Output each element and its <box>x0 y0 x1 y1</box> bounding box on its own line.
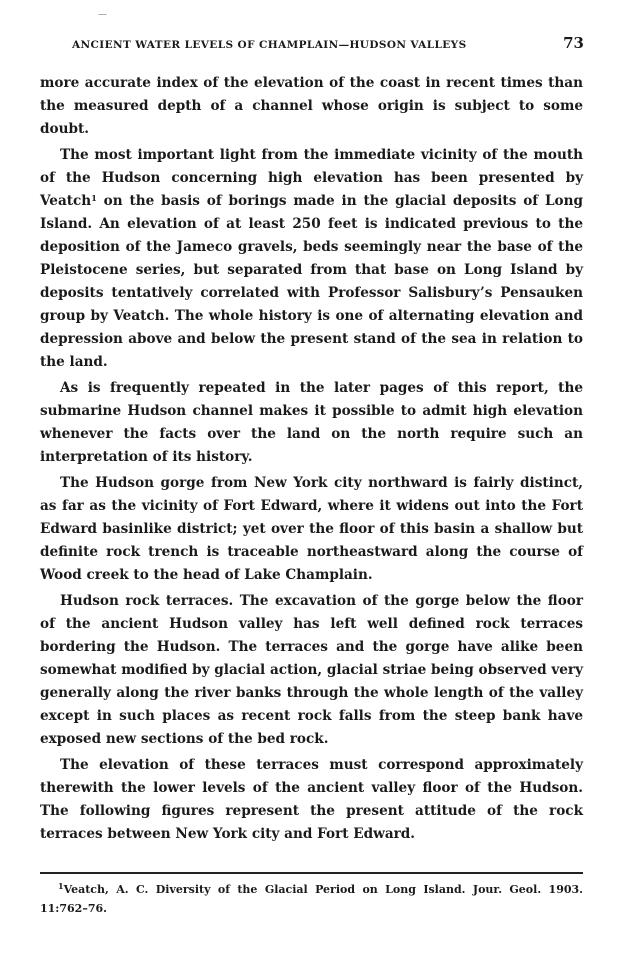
section-heading-rock-terraces: Hudson rock terraces. <box>60 593 234 609</box>
paragraph-4: The Hudson gorge from New York city northward is fairly distinct, as far as the vicinity of Fort Edward, where it widens out into the Fort Edward basinlike district; yet over the floor of this basin a shallow but definite rock trench is traceable northeastward along the course of Wood creek to the head of Lake Champlain. <box>40 475 583 583</box>
body-text <box>40 72 583 849</box>
footnote <box>40 880 583 918</box>
footnote-marker: 1 <box>58 881 64 891</box>
paragraph-1: more accurate index of the elevation of the coast in recent times than the measured depth of a channel whose origin is subject to some doubt. <box>40 75 583 137</box>
paragraph-5 <box>40 590 583 751</box>
page-number: 73 <box>563 34 584 52</box>
running-head: ANCIENT WATER LEVELS OF CHAMPLAIN—HUDSON VALLEYS <box>72 39 467 51</box>
paragraph-6: The elevation of these terraces must correspond approximately therewith the lower levels of the ancient valley floor of the Hudson. The following figures represent the present attitude of the rock terraces between New York city and Fort Edward. <box>40 757 583 842</box>
stray-mark: — <box>98 10 107 20</box>
paragraph-2 <box>40 144 583 374</box>
paragraph-2-part-b: on the basis of borings made in the glacial deposits of Long Island. An elevation of at least 250 feet is indicated previous to the deposition of the Jameco gravels, beds seemingly near the base of the Pleistocene series, but separated from that base on Long Island by deposits tentatively correlated with Professor Salisbury’s Pensauken group by Veatch. The whole history is one of alternating elevation and depression above and below the present stand of the sea in relation to the land. <box>40 193 583 370</box>
paragraph-2-part-a: The most important light from the immediate vicinity of the mouth of the Hudson concerning high elevation has been presented by Veatch <box>40 147 583 209</box>
page-header <box>72 34 584 54</box>
footnote-text: Veatch, A. C. Diversity of the Glacial Period on Long Island. Jour. Geol. 1903. 11:762–76. <box>40 883 583 915</box>
paragraph-5-body: The excavation of the gorge below the floor of the ancient Hudson valley has left well defined rock terraces bordering the Hudson. The terraces and the gorge have alike been somewhat modified by glacial action, glacial striae being observed very generally along the river banks through the whole length of the valley except in such places as recent rock falls from the steep bank have exposed new sections of the bed rock. <box>40 593 583 747</box>
footnote-rule <box>40 872 583 874</box>
paragraph-3: As is frequently repeated in the later pages of this report, the submarine Hudson channel makes it possible to admit high elevation whenever the facts over the land on the north require such an interpretation of its history. <box>40 380 583 465</box>
footnote-reference: 1 <box>91 193 97 203</box>
